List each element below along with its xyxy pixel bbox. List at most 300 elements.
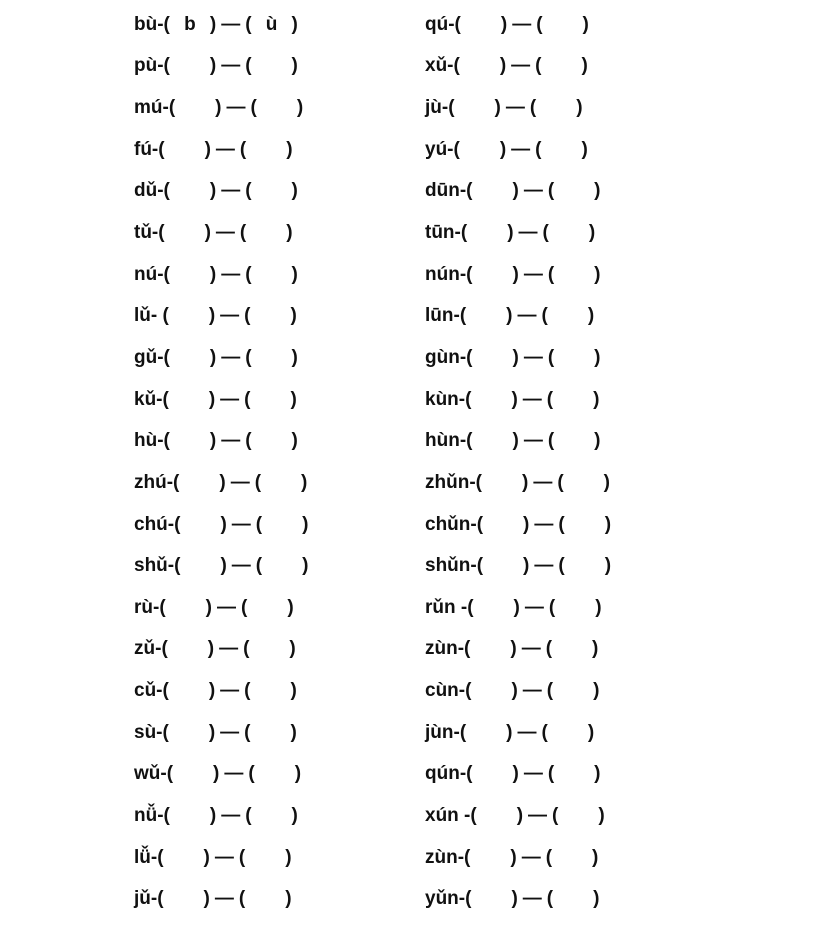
separator-dash: — [221, 346, 241, 368]
open-paren: ( [158, 138, 165, 160]
syllable-label: nú- [134, 263, 164, 285]
exercise-row [425, 87, 611, 129]
left-column [134, 4, 308, 920]
open-paren: ( [243, 638, 250, 660]
close-paren: ) [594, 180, 601, 202]
close-paren: ) [204, 222, 211, 244]
exercise-row [425, 545, 611, 587]
close-paren: ) [512, 430, 519, 452]
separator-dash: — [533, 471, 553, 493]
separator-dash: — [522, 388, 542, 410]
open-paren: ( [161, 638, 168, 660]
exercise-row [134, 87, 308, 129]
close-paren: ) [208, 680, 216, 702]
separator-dash: — [521, 638, 541, 660]
exercise-row [134, 212, 308, 254]
exercise-row [425, 837, 611, 879]
syllable-label: gùn- [425, 346, 467, 368]
close-paren: ) [219, 471, 226, 493]
syllable-label: jùn- [425, 721, 460, 743]
open-paren: ( [535, 55, 542, 77]
open-paren: ( [163, 804, 170, 826]
syllable-label: chú- [134, 513, 175, 535]
open-paren: ( [546, 388, 554, 410]
close-paren: ) [506, 305, 513, 327]
open-paren: ( [163, 13, 170, 35]
open-paren: ( [162, 388, 169, 410]
close-paren: ) [507, 222, 514, 244]
open-paren: ( [453, 55, 460, 77]
exercise-row [425, 462, 611, 504]
open-paren: ( [448, 97, 455, 119]
separator-dash: — [524, 596, 544, 618]
exercise-row [425, 46, 611, 88]
open-paren: ( [465, 888, 472, 910]
close-paren: ) [516, 804, 524, 826]
close-paren: ) [209, 263, 217, 285]
close-paren: ) [286, 138, 293, 160]
exercise-row [134, 837, 308, 879]
syllable-label: xún - [425, 804, 471, 826]
syllable-label: lǚ- [134, 846, 158, 868]
open-paren: ( [255, 555, 263, 577]
separator-dash: — [221, 263, 241, 285]
close-paren: ) [205, 596, 212, 618]
final-answer-blank[interactable]: ù [265, 13, 278, 35]
open-paren: ( [239, 222, 247, 244]
close-paren: ) [603, 471, 610, 493]
open-paren: ( [238, 846, 246, 868]
separator-dash: — [523, 763, 543, 785]
open-paren: ( [529, 97, 537, 119]
open-paren: ( [470, 804, 477, 826]
close-paren: ) [510, 846, 517, 868]
separator-dash: — [226, 97, 246, 119]
separator-dash: — [220, 305, 240, 327]
syllable-label: shǔn- [425, 555, 477, 577]
close-paren: ) [595, 596, 602, 618]
syllable-label: nǚ- [134, 804, 164, 826]
syllable-label: jǔ- [134, 888, 158, 910]
close-paren: ) [512, 263, 519, 285]
separator-dash: — [220, 721, 240, 743]
open-paren: ( [240, 596, 248, 618]
exercise-row [134, 379, 308, 421]
open-paren: ( [466, 346, 473, 368]
open-paren: ( [157, 846, 164, 868]
syllable-label: rǔn - [425, 596, 468, 618]
open-paren: ( [168, 97, 176, 119]
close-paren: ) [296, 97, 304, 119]
syllable-label: yǔn- [425, 888, 466, 910]
syllable-label: chǔn- [425, 513, 477, 535]
open-paren: ( [174, 513, 181, 535]
close-paren: ) [592, 846, 599, 868]
separator-dash: — [534, 555, 554, 577]
close-paren: ) [523, 555, 530, 577]
separator-dash: — [230, 471, 250, 493]
close-paren: ) [208, 721, 216, 743]
exercise-row [134, 795, 308, 837]
close-paren: ) [513, 596, 520, 618]
close-paren: ) [593, 388, 600, 410]
open-paren: ( [545, 846, 553, 868]
close-paren: ) [220, 513, 227, 535]
open-paren: ( [163, 180, 170, 202]
close-paren: ) [209, 180, 217, 202]
close-paren: ) [512, 763, 519, 785]
close-paren: ) [510, 638, 517, 660]
open-paren: ( [465, 680, 472, 702]
open-paren: ( [464, 846, 471, 868]
open-paren: ( [244, 388, 251, 410]
separator-dash: — [518, 222, 538, 244]
close-paren: ) [209, 55, 217, 77]
open-paren: ( [547, 430, 555, 452]
open-paren: ( [238, 888, 246, 910]
close-paren: ) [523, 513, 530, 535]
open-paren: ( [536, 13, 543, 35]
separator-dash: — [231, 513, 251, 535]
open-paren: ( [476, 555, 484, 577]
syllable-label: gǔ- [134, 346, 164, 368]
open-paren: ( [558, 555, 565, 577]
separator-dash: — [221, 180, 241, 202]
syllable-label: yú- [425, 138, 454, 160]
close-paren: ) [285, 888, 292, 910]
exercise-row [134, 295, 308, 337]
exercise-row [134, 629, 308, 671]
close-paren: ) [521, 471, 529, 493]
separator-dash: — [219, 638, 239, 660]
syllable-label: zùn- [425, 846, 465, 868]
exercise-row [134, 587, 308, 629]
exercise-row [425, 379, 611, 421]
close-paren: ) [587, 721, 595, 743]
close-paren: ) [594, 263, 601, 285]
open-paren: ( [466, 263, 473, 285]
open-paren: ( [163, 430, 170, 452]
open-paren: ( [547, 180, 555, 202]
close-paren: ) [594, 763, 601, 785]
open-paren: ( [466, 763, 473, 785]
open-paren: ( [173, 471, 180, 493]
open-paren: ( [245, 346, 252, 368]
open-paren: ( [245, 180, 252, 202]
open-paren: ( [244, 721, 251, 743]
close-paren: ) [287, 596, 294, 618]
close-paren: ) [301, 471, 308, 493]
close-paren: ) [286, 222, 293, 244]
separator-dash: — [511, 138, 531, 160]
syllable-label: zhú- [134, 471, 174, 493]
open-paren: ( [453, 138, 460, 160]
exercise-row [134, 254, 308, 296]
open-paren: ( [245, 13, 252, 35]
close-paren: ) [494, 97, 501, 119]
close-paren: ) [581, 55, 588, 77]
close-paren: ) [291, 263, 298, 285]
close-paren: ) [209, 13, 217, 35]
syllable-label: rù- [134, 596, 160, 618]
syllable-label: kǔ- [134, 388, 163, 410]
open-paren: ( [163, 55, 170, 77]
syllable-label: bù- [134, 13, 164, 35]
close-paren: ) [203, 846, 210, 868]
close-paren: ) [285, 846, 292, 868]
close-paren: ) [302, 513, 309, 535]
close-paren: ) [604, 513, 612, 535]
syllable-label: dǔ- [134, 180, 164, 202]
exercise-row [425, 629, 611, 671]
open-paren: ( [466, 430, 473, 452]
open-paren: ( [248, 763, 255, 785]
separator-dash: — [221, 430, 241, 452]
exercise-row [425, 4, 611, 46]
separator-dash: — [512, 13, 532, 35]
open-paren: ( [541, 305, 548, 327]
close-paren: ) [511, 388, 518, 410]
close-paren: ) [592, 638, 599, 660]
open-paren: ( [467, 596, 474, 618]
separator-dash: — [523, 346, 543, 368]
initial-answer-blank[interactable]: b [184, 13, 196, 35]
close-paren: ) [291, 180, 298, 202]
close-paren: ) [499, 55, 507, 77]
close-paren: ) [209, 346, 217, 368]
syllable-label: lǔ- [134, 305, 163, 327]
close-paren: ) [207, 638, 215, 660]
close-paren: ) [291, 346, 298, 368]
close-paren: ) [500, 13, 508, 35]
close-paren: ) [598, 804, 605, 826]
exercise-row [425, 295, 611, 337]
open-paren: ( [460, 222, 468, 244]
exercise-row [134, 504, 308, 546]
close-paren: ) [290, 721, 297, 743]
syllable-label: cǔ- [134, 680, 163, 702]
syllable-label: zùn- [425, 638, 465, 660]
exercise-row [134, 670, 308, 712]
separator-dash: — [517, 721, 537, 743]
open-paren: ( [459, 305, 467, 327]
close-paren: ) [588, 222, 596, 244]
close-paren: ) [213, 763, 220, 785]
close-paren: ) [576, 97, 583, 119]
open-paren: ( [159, 596, 166, 618]
open-paren: ( [548, 596, 556, 618]
separator-dash: — [517, 305, 537, 327]
exercise-row [425, 254, 611, 296]
separator-dash: — [215, 138, 235, 160]
close-paren: ) [506, 721, 513, 743]
exercise-row [134, 337, 308, 379]
exercise-row [134, 420, 308, 462]
open-paren: ( [244, 680, 251, 702]
syllable-label: xǔ- [425, 55, 454, 77]
separator-dash: — [221, 804, 241, 826]
syllable-label: fú- [134, 138, 159, 160]
separator-dash: — [231, 555, 251, 577]
open-paren: ( [547, 263, 555, 285]
open-paren: ( [245, 430, 252, 452]
open-paren: ( [546, 680, 554, 702]
syllable-label: qú- [425, 13, 455, 35]
syllable-label: wǔ- [134, 763, 167, 785]
close-paren: ) [291, 430, 298, 452]
close-paren: ) [594, 346, 601, 368]
close-paren: ) [511, 680, 518, 702]
open-paren: ( [557, 471, 564, 493]
exercise-row [425, 878, 611, 920]
open-paren: ( [542, 222, 549, 244]
separator-dash: — [523, 430, 543, 452]
separator-dash: — [221, 13, 241, 35]
open-paren: ( [545, 638, 553, 660]
open-paren: ( [547, 346, 555, 368]
separator-dash: — [522, 680, 542, 702]
close-paren: ) [204, 138, 211, 160]
right-column [425, 4, 611, 920]
close-paren: ) [203, 888, 210, 910]
syllable-label: dūn- [425, 180, 467, 202]
close-paren: ) [593, 888, 600, 910]
exercise-row [134, 129, 308, 171]
exercise-row [425, 795, 611, 837]
syllable-label: sù- [134, 721, 163, 743]
syllable-label: mú- [134, 97, 169, 119]
close-paren: ) [290, 305, 297, 327]
close-paren: ) [594, 430, 601, 452]
close-paren: ) [208, 388, 216, 410]
separator-dash: — [221, 55, 241, 77]
syllable-label: jù- [425, 97, 449, 119]
syllable-label: pù- [134, 55, 164, 77]
exercise-row [425, 171, 611, 213]
exercise-row [134, 545, 308, 587]
separator-dash: — [220, 680, 240, 702]
close-paren: ) [511, 888, 518, 910]
close-paren: ) [290, 388, 297, 410]
exercise-row [134, 171, 308, 213]
open-paren: ( [245, 55, 252, 77]
open-paren: ( [158, 222, 165, 244]
exercise-row [425, 587, 611, 629]
exercise-row [134, 4, 308, 46]
separator-dash: — [523, 263, 543, 285]
syllable-label: qún- [425, 763, 467, 785]
close-paren: ) [604, 555, 612, 577]
exercise-row [425, 754, 611, 796]
open-paren: ( [466, 180, 473, 202]
separator-dash: — [214, 888, 234, 910]
exercise-row [134, 462, 308, 504]
syllable-label: tūn- [425, 222, 461, 244]
close-paren: ) [291, 804, 298, 826]
open-paren: ( [245, 263, 252, 285]
separator-dash: — [215, 222, 235, 244]
open-paren: ( [244, 305, 251, 327]
close-paren: ) [220, 555, 227, 577]
close-paren: ) [512, 346, 519, 368]
open-paren: ( [464, 638, 471, 660]
close-paren: ) [209, 430, 217, 452]
exercise-row [425, 337, 611, 379]
exercise-row [425, 670, 611, 712]
syllable-label: zǔ- [134, 638, 162, 660]
open-paren: ( [476, 513, 484, 535]
open-paren: ( [245, 804, 252, 826]
open-paren: ( [250, 97, 257, 119]
open-paren: ( [174, 555, 181, 577]
syllable-label: kùn- [425, 388, 466, 410]
open-paren: ( [166, 763, 174, 785]
open-paren: ( [558, 513, 565, 535]
open-paren: ( [162, 305, 169, 327]
open-paren: ( [535, 138, 542, 160]
syllable-label: lūn- [425, 305, 460, 327]
exercise-row [425, 504, 611, 546]
separator-dash: — [505, 97, 525, 119]
open-paren: ( [157, 888, 164, 910]
open-paren: ( [163, 346, 170, 368]
exercise-row [425, 212, 611, 254]
syllable-label: tǔ- [134, 222, 159, 244]
separator-dash: — [216, 596, 236, 618]
close-paren: ) [215, 97, 222, 119]
open-paren: ( [541, 721, 548, 743]
syllable-label: nún- [425, 263, 467, 285]
open-paren: ( [547, 763, 555, 785]
separator-dash: — [511, 55, 531, 77]
exercise-row [425, 420, 611, 462]
close-paren: ) [291, 13, 298, 35]
exercise-row [425, 129, 611, 171]
open-paren: ( [552, 804, 559, 826]
separator-dash: — [214, 846, 234, 868]
close-paren: ) [291, 55, 298, 77]
separator-dash: — [522, 888, 542, 910]
close-paren: ) [587, 305, 595, 327]
exercise-row [134, 754, 308, 796]
separator-dash: — [523, 180, 543, 202]
open-paren: ( [459, 721, 467, 743]
exercise-row [134, 46, 308, 88]
close-paren: ) [302, 555, 309, 577]
syllable-label: cùn- [425, 680, 466, 702]
open-paren: ( [162, 721, 169, 743]
syllable-label: hù- [134, 430, 164, 452]
open-paren: ( [465, 388, 472, 410]
open-paren: ( [162, 680, 169, 702]
separator-dash: — [534, 513, 554, 535]
close-paren: ) [294, 763, 302, 785]
open-paren: ( [239, 138, 247, 160]
separator-dash: — [220, 388, 240, 410]
close-paren: ) [208, 305, 216, 327]
open-paren: ( [475, 471, 482, 493]
syllable-label: shǔ- [134, 555, 175, 577]
close-paren: ) [512, 180, 519, 202]
exercise-row [134, 878, 308, 920]
open-paren: ( [163, 263, 170, 285]
open-paren: ( [546, 888, 554, 910]
separator-dash: — [521, 846, 541, 868]
separator-dash: — [528, 804, 548, 826]
close-paren: ) [581, 138, 588, 160]
open-paren: ( [454, 13, 461, 35]
exercise-row [134, 712, 308, 754]
